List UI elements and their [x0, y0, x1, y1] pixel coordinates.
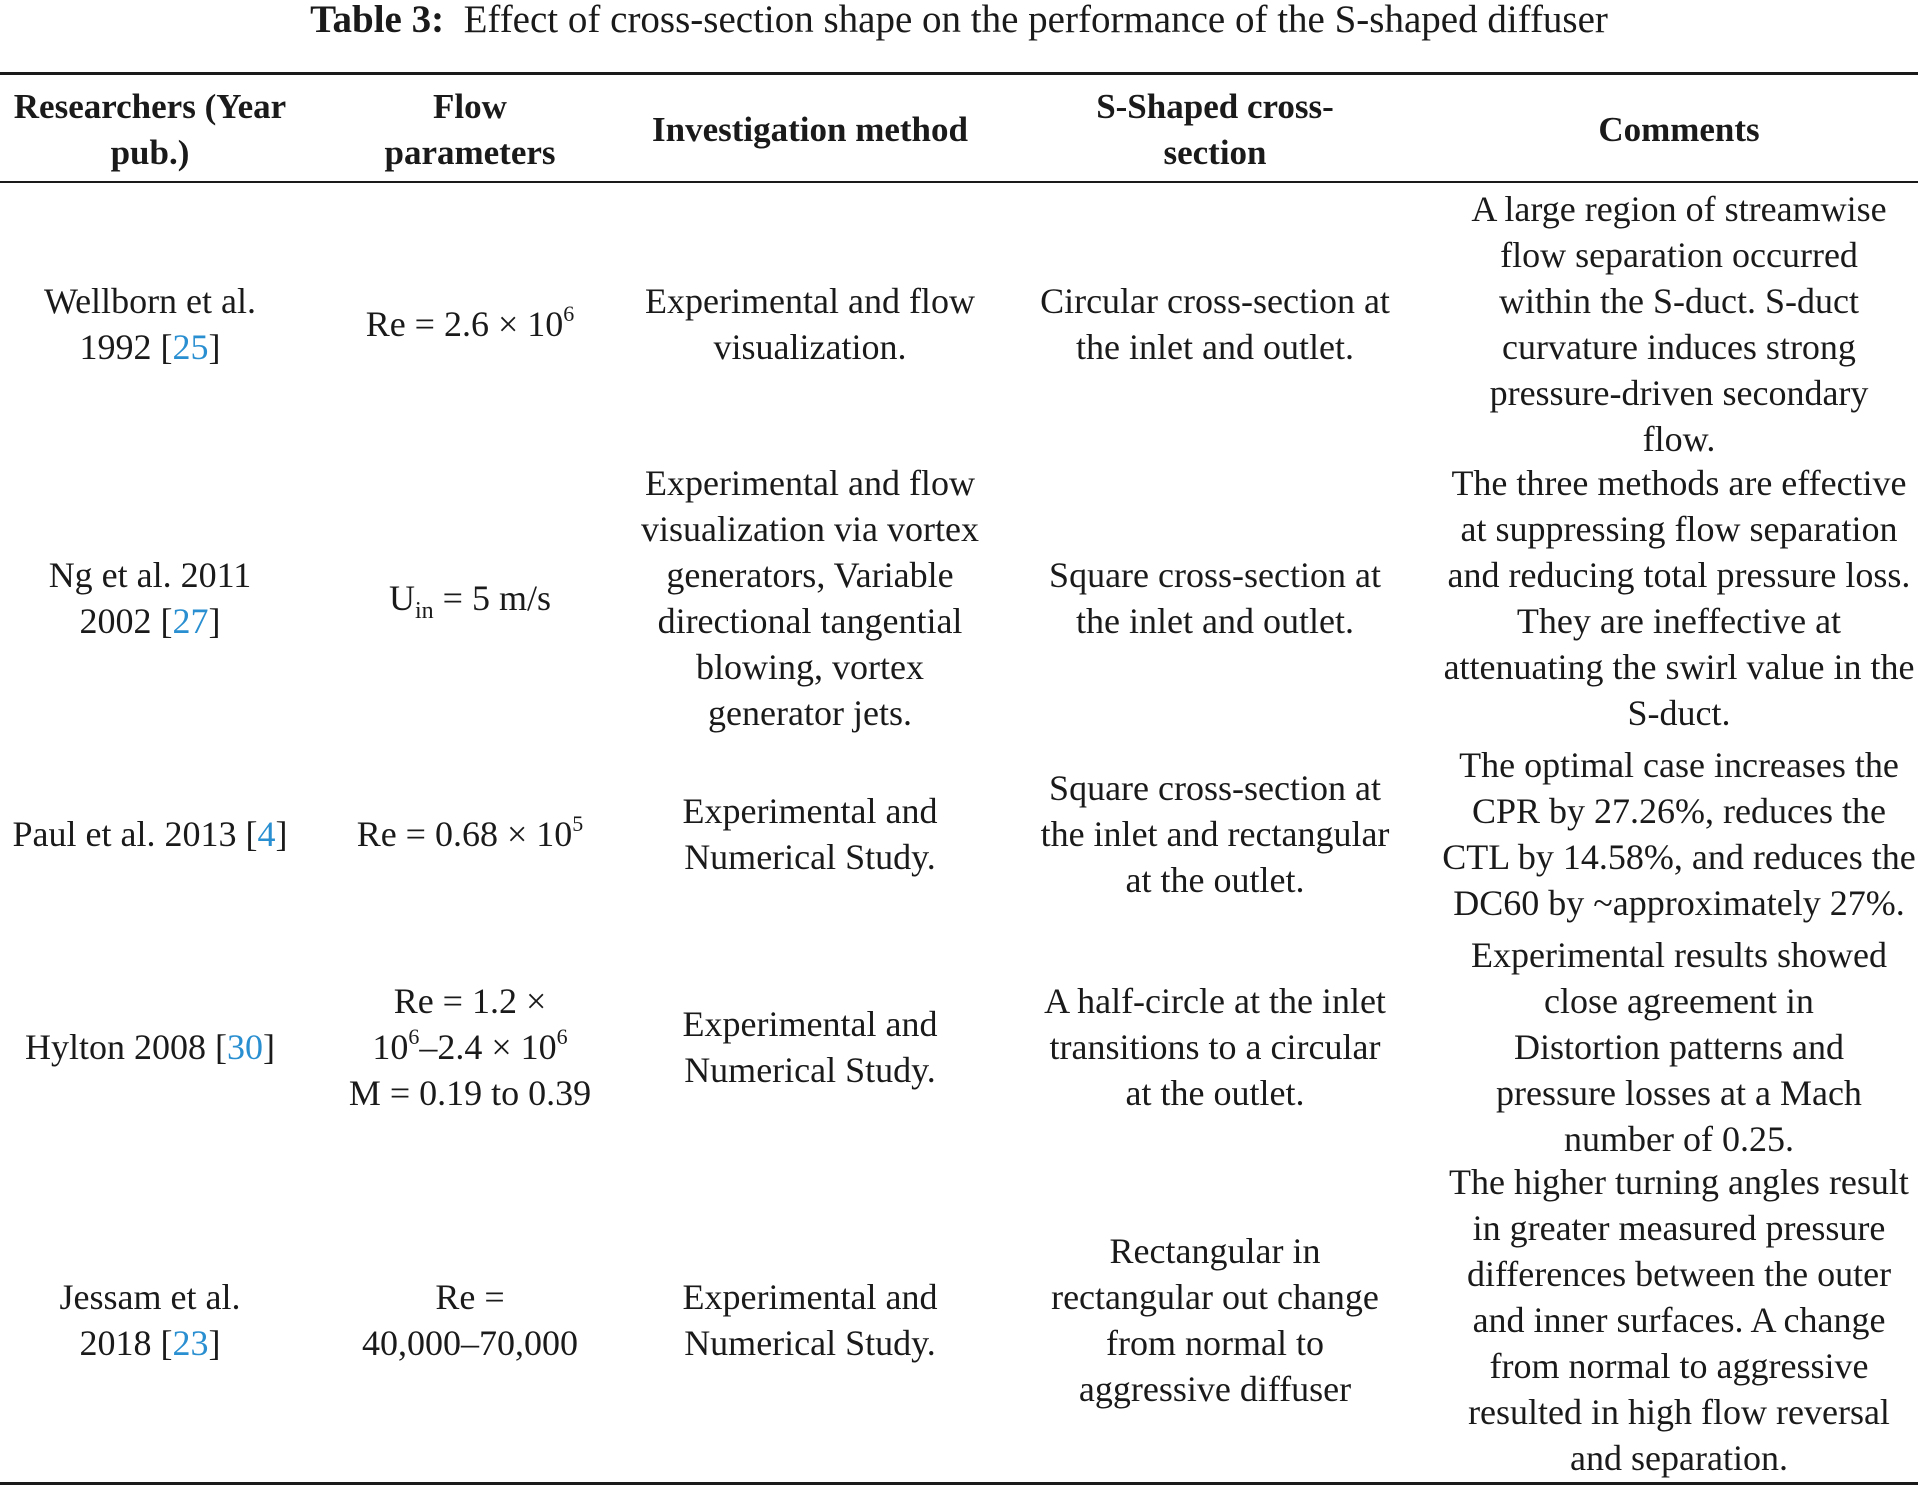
row1-researchers-text: Wellborn et al. 1992 — [43, 281, 257, 367]
row3-flow — [320, 736, 620, 932]
row2-comments: The three methods are effective at suppressing flow separation and reducing total pressure loss. They are ineffective at attenuating the swirl value in the S-duct. — [1443, 463, 1915, 733]
row5-flow-line1: Re = — [435, 1277, 505, 1317]
row4-ref-link[interactable]: 30 — [227, 1027, 263, 1067]
row4-method: Experimental and Numerical Study. — [682, 1004, 938, 1090]
row3-cross-section: Square cross-section at the inlet and rectangular at the outlet. — [1040, 768, 1390, 900]
header-cross-section: S-Shaped cross-section — [1096, 87, 1334, 172]
row2-ref-link[interactable]: 27 — [172, 601, 209, 641]
row3-researchers-text: Paul et al. 2013 — [12, 814, 237, 854]
row1-researchers: Wellborn et al. 1992 [25] — [43, 281, 257, 367]
row4-flow-a: 10 — [372, 1027, 409, 1067]
row5-flow — [320, 1162, 620, 1478]
row1-cross-section: Circular cross-section at the inlet and outlet. — [1040, 281, 1390, 367]
row4-cross-section: A half-circle at the inlet transitions to a circular at the outlet. — [1044, 981, 1386, 1113]
header-researchers: Researchers (Year pub.) — [13, 87, 287, 172]
row1-flow-sup: 6 — [563, 301, 575, 326]
row1-ref-link[interactable]: 25 — [172, 327, 209, 367]
row1-method: Experimental and flow visualization. — [645, 281, 975, 367]
row5-comments: The higher turning angles result in greater measured pressure differences between the outer and inner surfaces. A change from normal to aggressive resulted in high flow reversal and separation. — [1449, 1162, 1909, 1478]
row2-flow-sub: in — [415, 598, 434, 624]
row4-flow-sup-a: 6 — [408, 1024, 420, 1049]
row5-method: Experimental and Numerical Study. — [682, 1277, 938, 1363]
row2-flow-pre: U — [389, 578, 415, 618]
row4-flow — [320, 934, 620, 1160]
row1-flow — [320, 188, 620, 460]
row3-ref-link[interactable]: 4 — [257, 814, 276, 854]
caption-text: Effect of cross-section shape on the performance of the S-shaped diffuser — [463, 0, 1608, 41]
row4-flow-line2 — [349, 1024, 591, 1070]
row2-flow-post: = 5 m/s — [433, 578, 551, 618]
row2-researchers: Ng et al. 2011 2002 [27] — [48, 555, 252, 641]
row3-researchers: Paul et al. 2013 [4] — [12, 814, 288, 854]
row3-method: Experimental and Numerical Study. — [682, 791, 938, 877]
row5-researchers-text: Jessam et al. 2018 — [59, 1277, 241, 1363]
row4-comments: Experimental results showed close agreement in Distortion patterns and pressure losses at a Mach number of 0.25. — [1471, 935, 1887, 1159]
caption-label: Table 3: — [310, 0, 445, 41]
row4-researchers: Hylton 2008 [30] — [24, 1027, 275, 1067]
row2-cross-section: Square cross-section at the inlet and outlet. — [1049, 555, 1381, 641]
header-method: Investigation method — [652, 110, 968, 149]
row4-flow-line1: Re = 1.2 × — [393, 981, 547, 1021]
row3-flow-sup: 5 — [572, 811, 584, 836]
row3-flow-base: Re = 0.68 × 10 — [356, 814, 573, 854]
row5-researchers: Jessam et al. 2018 [23] — [59, 1277, 241, 1363]
row4-flow-sup-b: 6 — [556, 1024, 568, 1049]
header-comments: Comments — [1598, 110, 1760, 149]
row4-flow-line3: M = 0.19 to 0.39 — [348, 1073, 592, 1113]
row1-flow-base: Re = 2.6 × 10 — [365, 304, 564, 344]
table-caption — [0, 0, 1918, 40]
row3-comments: The optimal case increases the CPR by 27.26%, reduces the CTL by 14.58%, and reduces the DC60 by ~approximately 27%. — [1442, 745, 1916, 923]
row2-flow — [320, 462, 620, 734]
row5-ref-link[interactable]: 23 — [172, 1323, 209, 1363]
row4-researchers-text: Hylton 2008 — [24, 1027, 206, 1067]
top-rule — [0, 72, 1918, 75]
header-rule — [0, 181, 1918, 183]
header-flow: Flow parameters — [384, 87, 556, 172]
row4-flow-b: –2.4 × 10 — [419, 1027, 557, 1067]
row5-flow-line2: 40,000–70,000 — [362, 1323, 578, 1363]
row1-comments: A large region of streamwise flow separation occurred within the S-duct. S-duct curvature induces strong pressure-driven secondary flow. — [1471, 189, 1887, 459]
row2-researchers-text: Ng et al. 2011 2002 — [48, 555, 252, 641]
row5-cross-section: Rectangular in rectangular out change from normal to aggressive diffuser — [1051, 1231, 1379, 1409]
row2-method: Experimental and flow visualization via vortex generators, Variable directional tangential blowing, vortex generator jets. — [641, 463, 979, 733]
